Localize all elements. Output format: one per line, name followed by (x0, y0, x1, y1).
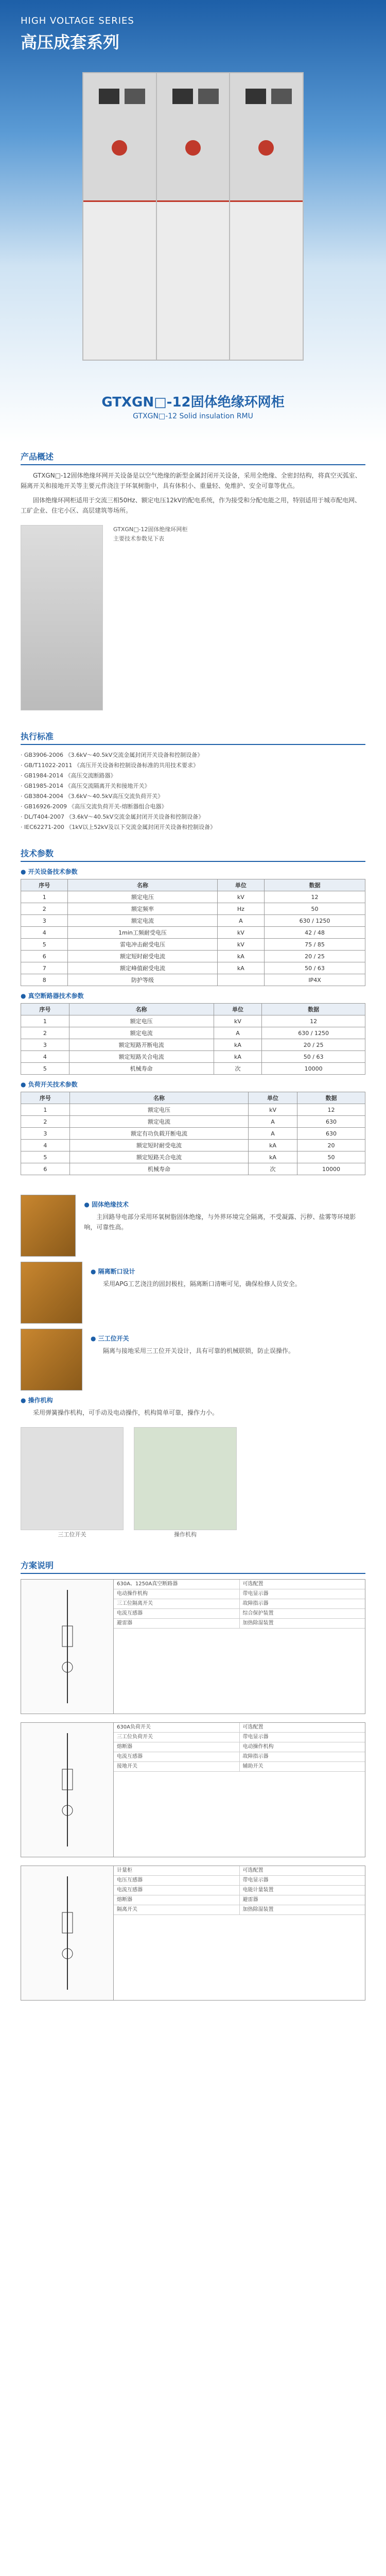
table-cell: 4 (21, 1051, 69, 1063)
table-row (21, 1051, 365, 1063)
feature-image-3 (21, 1329, 82, 1391)
scheme-row: 电流互感器 故障指示器 (114, 1752, 365, 1762)
table-cell: 额定电流 (69, 1116, 248, 1128)
table-header: 序号 (21, 879, 68, 891)
feature-image-2 (21, 1262, 82, 1324)
table-row (21, 1039, 365, 1051)
overview-section (0, 443, 386, 723)
cabinet-image (82, 72, 304, 361)
table-cell: Hz (217, 903, 264, 915)
table-cell: 额定有功负载开断电流 (69, 1128, 248, 1140)
feature-title-2: ● 隔离断口设计 (91, 1268, 135, 1275)
scheme-row: 630A、1250A真空断路器 可选配置 (114, 1580, 365, 1589)
table-header: 序号 (21, 1004, 69, 1015)
table-cell: IP4X (265, 974, 365, 986)
single-cabinet-image (21, 525, 103, 710)
feature-title-1: ● 固体绝缘技术 (84, 1201, 129, 1208)
table-header: 数据 (265, 879, 365, 891)
feature-text-1: 主回路导电部分采用环氧树脂固体绝缘，与外界环境完全隔离，不受凝露、污秽、盐雾等环境影响，可靠性高。 (84, 1213, 356, 1231)
mechanism-image (134, 1427, 237, 1530)
feature-image-1 (21, 1195, 76, 1257)
figure-caption-1: GTXGN□-12固体绝缘环网柜 (113, 526, 188, 533)
table-cell: 次 (214, 1063, 262, 1075)
schemes-list (21, 1579, 365, 2001)
table-cell (217, 974, 264, 986)
table-row (21, 951, 365, 962)
table-cell: 50 / 63 (265, 962, 365, 974)
table-cell: 额定电流 (68, 915, 217, 927)
table-cell: 12 (262, 1015, 365, 1027)
table-cell: 12 (297, 1104, 365, 1116)
table-cell: 50 (297, 1151, 365, 1163)
standard-item: · GB1985-2014 《高压交流隔离开关和接地开关》 (21, 783, 150, 789)
table-header: 单位 (249, 1092, 297, 1104)
table-cell: 1 (21, 1015, 69, 1027)
table-cell: 5 (21, 939, 68, 951)
table-header: 名称 (68, 879, 217, 891)
table-cell: 75 / 85 (265, 939, 365, 951)
table-cell: A (249, 1128, 297, 1140)
table-cell: 额定电流 (69, 1027, 214, 1039)
scheme-row: 电压互感器 带电显示器 (114, 1876, 365, 1886)
table-row (21, 891, 365, 903)
table-cell: 12 (265, 891, 365, 903)
standard-item: · GB16926-2009 《高压交流负荷开关-熔断器组合电器》 (21, 803, 167, 810)
scheme-row: 电动操作机构 带电显示器 (114, 1589, 365, 1599)
schemes-title: 方案说明 (21, 1559, 365, 1574)
product-name: GTXGN□-12固体绝缘环网柜 (101, 395, 285, 410)
table-row (21, 1151, 365, 1163)
standard-item: · GB/T11022-2011 《高压开关设备和控制设备标准的共用技术要求》 (21, 762, 199, 769)
scheme-row: 隔离开关 加热除湿装置 (114, 1905, 365, 1915)
table-cell: 5 (21, 1063, 69, 1075)
table-header: 单位 (214, 1004, 262, 1015)
table-row (21, 974, 365, 986)
scheme-row: 计量柜 可选配置 (114, 1866, 365, 1876)
table-cell: 1 (21, 891, 68, 903)
scheme-row: 熔断器 避雷器 (114, 1895, 365, 1905)
table-cell: 额定峰值耐受电流 (68, 962, 217, 974)
features-section (0, 1182, 386, 1552)
table-cell: 5 (21, 1151, 70, 1163)
schemes-section (0, 1552, 386, 2016)
table-row (21, 915, 365, 927)
table-cell: kA (217, 962, 264, 974)
scheme-diagram (21, 1723, 114, 1857)
feature-title-4: ● 操作机构 (21, 1397, 53, 1404)
table-cell: 50 / 63 (262, 1051, 365, 1063)
table-row (21, 1128, 365, 1140)
table-cell: kV (217, 927, 264, 939)
table-cell: 额定短路关合电流 (69, 1051, 214, 1063)
table-cell: kV (214, 1015, 262, 1027)
table-cell: kV (249, 1104, 297, 1116)
table-header: 序号 (21, 1092, 70, 1104)
table-cell: kV (217, 891, 264, 903)
table-cell: 6 (21, 1163, 70, 1175)
series-label: HIGH VOLTAGE SERIES (21, 15, 134, 26)
table-cell: 额定电压 (68, 891, 217, 903)
standards-section (0, 723, 386, 840)
table-header: 名称 (69, 1004, 214, 1015)
overview-p2: 固体绝缘环网柜适用于交流三相50Hz、额定电压12kV的配电系统，作为接受和分配电能之用，特别适用于城市配电网、工矿企业、住宅小区、高层建筑等场所。 (21, 497, 361, 514)
table-cell: kA (214, 1039, 262, 1051)
table-cell: 3 (21, 1039, 69, 1051)
scheme-diagram (21, 1580, 114, 1714)
table-cell: 8 (21, 974, 68, 986)
feature-text-3: 隔离与接地采用三工位开关设计，具有可靠的机械联锁，防止误操作。 (103, 1347, 295, 1354)
table-cell: 4 (21, 927, 68, 939)
scheme-row: 熔断器 电动操作机构 (114, 1742, 365, 1752)
table-row (21, 1104, 365, 1116)
table-cell: 1 (21, 1104, 70, 1116)
table-header: 名称 (69, 1092, 248, 1104)
standards-list (21, 750, 365, 833)
table-row (21, 1163, 365, 1175)
table-cell: 额定电压 (69, 1015, 214, 1027)
table-cell: 2 (21, 1116, 70, 1128)
table-cell: A (249, 1116, 297, 1128)
table-header: 数据 (297, 1092, 365, 1104)
table-cell: 630 / 1250 (262, 1027, 365, 1039)
breaker-table (21, 1003, 365, 1075)
table1-title: ● 开关设备技术参数 (21, 868, 78, 875)
table-cell: 2 (21, 903, 68, 915)
table-cell: 额定频率 (68, 903, 217, 915)
series-title: 高压成套系列 (21, 32, 120, 52)
table-cell: 额定电压 (69, 1104, 248, 1116)
tech-title: 技术参数 (21, 847, 365, 862)
table-cell: 额定短路开断电流 (69, 1039, 214, 1051)
caption-b: 操作机构 (174, 1531, 197, 1538)
table-cell: 6 (21, 951, 68, 962)
figure-caption-2: 主要技术参数见下表 (113, 535, 164, 542)
overview-p1: GTXGN□-12固体绝缘环网开关设备是以空气绝缘的新型金属封闭开关设备，采用全绝缘、全密封结构，将真空灭弧室、隔离开关和接地开关等主要元件浇注于环氧树脂中，具有体积小、重量轻、免维护、安全可靠等优点。 (21, 472, 361, 489)
table-cell: A (217, 915, 264, 927)
table-row (21, 1015, 365, 1027)
table-cell: 防护等级 (68, 974, 217, 986)
table-cell: 630 (297, 1116, 365, 1128)
switchgear-table (21, 879, 365, 986)
table-header: 数据 (262, 1004, 365, 1015)
scheme-diagram (21, 1866, 114, 2000)
three-position-image (21, 1427, 124, 1530)
standard-item: · IEC62271-200 《1kV以上52kV及以下交流金属封闭开关设备和控制设备》 (21, 824, 216, 831)
table-row (21, 1027, 365, 1039)
table-row (21, 927, 365, 939)
table-cell: kA (217, 951, 264, 962)
table-cell: 20 / 25 (262, 1039, 365, 1051)
table-cell: 1min工频耐受电压 (68, 927, 217, 939)
table-cell: kA (214, 1051, 262, 1063)
table-cell: kA (249, 1140, 297, 1151)
scheme-row: 三工位隔离开关 故障指示器 (114, 1599, 365, 1609)
table-row (21, 962, 365, 974)
feature-title-3: ● 三工位开关 (91, 1335, 129, 1342)
standards-title: 执行标准 (21, 730, 365, 745)
table-row (21, 1063, 365, 1075)
table-cell: 630 / 1250 (265, 915, 365, 927)
scheme-block (21, 1579, 365, 1714)
table-cell: 额定短时耐受电流 (69, 1140, 248, 1151)
table-cell: 3 (21, 915, 68, 927)
table-row (21, 1116, 365, 1128)
table-cell: 机械寿命 (69, 1063, 214, 1075)
tech-section (0, 840, 386, 1182)
table-cell: 10000 (297, 1163, 365, 1175)
scheme-row: 三工位负荷开关 带电显示器 (114, 1733, 365, 1742)
scheme-row: 接地开关 辅助开关 (114, 1762, 365, 1772)
product-name-en: GTXGN□-12 Solid insulation RMU (133, 412, 253, 420)
scheme-row: 630A负荷开关 可选配置 (114, 1723, 365, 1733)
table-cell: 3 (21, 1128, 70, 1140)
table-row (21, 903, 365, 915)
table-cell: 20 / 25 (265, 951, 365, 962)
table-cell: 额定短路关合电流 (69, 1151, 248, 1163)
table-cell: 机械寿命 (69, 1163, 248, 1175)
standard-item: · DL/T404-2007 《3.6kV～40.5kV交流金属封闭开关设备和控制设备》 (21, 814, 204, 820)
table-cell: kV (217, 939, 264, 951)
table-cell: 10000 (262, 1063, 365, 1075)
table2-title: ● 真空断路器技术参数 (21, 992, 84, 999)
table-cell: 2 (21, 1027, 69, 1039)
table-cell: 42 / 48 (265, 927, 365, 939)
scheme-row: 避雷器 加热除湿装置 (114, 1619, 365, 1629)
table-cell: 20 (297, 1140, 365, 1151)
table-row (21, 939, 365, 951)
feature-text-2: 采用APG工艺浇注的固封极柱，隔离断口清晰可见，确保检修人员安全。 (103, 1280, 301, 1287)
standard-item: · GB1984-2014 《高压交流断路器》 (21, 772, 116, 779)
table-cell: 次 (249, 1163, 297, 1175)
overview-title: 产品概述 (21, 450, 365, 465)
table3-title: ● 负荷开关技术参数 (21, 1081, 78, 1088)
caption-a: 三工位开关 (58, 1531, 86, 1538)
scheme-block (21, 1866, 365, 2001)
table-cell: kA (249, 1151, 297, 1163)
table-cell: 雷电冲击耐受电压 (68, 939, 217, 951)
hero-banner (0, 0, 386, 443)
feature-text-4: 采用弹簧操作机构，可手动及电动操作，机构简单可靠，操作力小。 (33, 1409, 219, 1416)
table-cell: 50 (265, 903, 365, 915)
table-cell: 额定短时耐受电流 (68, 951, 217, 962)
load-switch-table (21, 1092, 365, 1175)
scheme-row: 电流互感器 综合保护装置 (114, 1609, 365, 1619)
standard-item: · GB3906-2006 《3.6kV～40.5kV交流金属封闭开关设备和控制设备》 (21, 752, 203, 758)
scheme-row: 电流互感器 电能计量装置 (114, 1886, 365, 1895)
table-row (21, 1140, 365, 1151)
table-cell: 630 (297, 1128, 365, 1140)
table-cell: 7 (21, 962, 68, 974)
table-header: 单位 (217, 879, 264, 891)
standard-item: · GB3804-2004 《3.6kV～40.5kV高压交流负荷开关》 (21, 793, 164, 800)
table-cell: A (214, 1027, 262, 1039)
table-cell: 4 (21, 1140, 70, 1151)
scheme-block (21, 1722, 365, 1857)
